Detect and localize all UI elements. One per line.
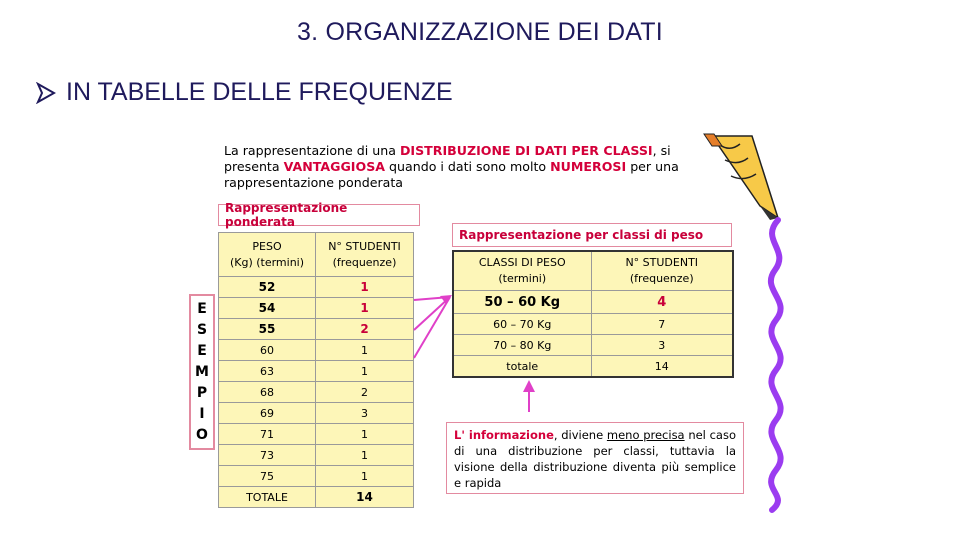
purple-squiggle bbox=[771, 220, 781, 510]
bullet-text: IN TABELLE DELLE FREQUENZE bbox=[66, 78, 453, 106]
info-box bbox=[446, 422, 744, 494]
weighted-freq-cell: 2 bbox=[316, 382, 414, 403]
esempio-letter: S bbox=[196, 321, 208, 338]
pencil-icon bbox=[704, 134, 778, 220]
weighted-peso-cell: 75 bbox=[219, 466, 316, 487]
weighted-freq-cell: 3 bbox=[316, 403, 414, 424]
weighted-total-label: TOTALE bbox=[219, 487, 316, 508]
info-text-1: , diviene bbox=[553, 428, 607, 442]
weighted-freq-cell: 1 bbox=[316, 340, 414, 361]
intro-part2: , si presenta bbox=[224, 143, 671, 174]
intro-part4: per una rappresentazione ponderata bbox=[224, 159, 679, 190]
weighted-header-peso: PESO (Kg) (termini) bbox=[219, 233, 316, 277]
weighted-peso-cell: 73 bbox=[219, 445, 316, 466]
class-freq-cell: 3 bbox=[591, 335, 733, 356]
class-header-studenti: N° STUDENTI (frequenze) bbox=[591, 251, 733, 291]
weighted-freq-cell: 1 bbox=[316, 424, 414, 445]
class-total-value: 14 bbox=[591, 356, 733, 378]
weighted-header-studenti: N° STUDENTI (frequenze) bbox=[316, 233, 414, 277]
weighted-peso-cell: 60 bbox=[219, 340, 316, 361]
class-table-title: Rappresentazione per classi di peso bbox=[452, 223, 732, 247]
weighted-freq-cell: 1 bbox=[316, 445, 414, 466]
class-freq-cell: 4 bbox=[591, 291, 733, 314]
weighted-peso-cell: 69 bbox=[219, 403, 316, 424]
weighted-peso-cell: 63 bbox=[219, 361, 316, 382]
info-text-2: nel caso di una distribuzione per classi, tuttavia la visione della distribuzione diventa più semplice e rapida bbox=[454, 428, 736, 490]
esempio-letter: E bbox=[197, 342, 207, 359]
class-range-cell: 50 – 60 Kg bbox=[453, 291, 591, 314]
intro-highlight-vantaggiosa: VANTAGGIOSA bbox=[283, 159, 386, 174]
weighted-freq-cell: 2 bbox=[316, 319, 414, 340]
esempio-letter: O bbox=[196, 427, 208, 444]
intro-highlight-numerosi: NUMEROSI bbox=[550, 159, 627, 174]
weighted-peso-cell: 52 bbox=[219, 277, 316, 298]
weighted-total-value: 14 bbox=[316, 487, 414, 508]
up-arrow bbox=[523, 380, 535, 412]
class-range-cell: 60 – 70 Kg bbox=[453, 314, 591, 335]
weighted-table-title: Rappresentazione ponderata bbox=[218, 204, 420, 226]
intro-part3: quando i dati sono molto bbox=[385, 159, 551, 174]
info-underlined: meno precisa bbox=[606, 428, 685, 442]
weighted-peso-cell: 55 bbox=[219, 319, 316, 340]
esempio-letter: P bbox=[196, 385, 208, 402]
weighted-freq-cell: 1 bbox=[316, 361, 414, 382]
esempio-letter: M bbox=[195, 363, 209, 380]
esempio-letter: I bbox=[199, 406, 205, 423]
intro-highlight-distribuzione: DISTRIBUZIONE DI DATI PER CLASSI bbox=[399, 143, 653, 158]
weighted-freq-cell: 1 bbox=[316, 466, 414, 487]
class-range-cell: 70 – 80 Kg bbox=[453, 335, 591, 356]
info-highlight: L' informazione bbox=[454, 428, 554, 442]
class-total-label: totale bbox=[453, 356, 591, 378]
slide-title: 3. ORGANIZZAZIONE DEI DATI bbox=[297, 18, 663, 46]
magenta-arrows bbox=[414, 295, 452, 358]
weighted-peso-cell: 71 bbox=[219, 424, 316, 445]
weighted-peso-cell: 54 bbox=[219, 298, 316, 319]
weighted-freq-cell: 1 bbox=[316, 277, 414, 298]
esempio-letter: E bbox=[197, 300, 207, 317]
intro-part1: La rappresentazione di una bbox=[224, 143, 400, 158]
weighted-freq-cell: 1 bbox=[316, 298, 414, 319]
weighted-peso-cell: 68 bbox=[219, 382, 316, 403]
class-header-classi: CLASSI DI PESO (termini) bbox=[453, 251, 591, 291]
class-freq-cell: 7 bbox=[591, 314, 733, 335]
